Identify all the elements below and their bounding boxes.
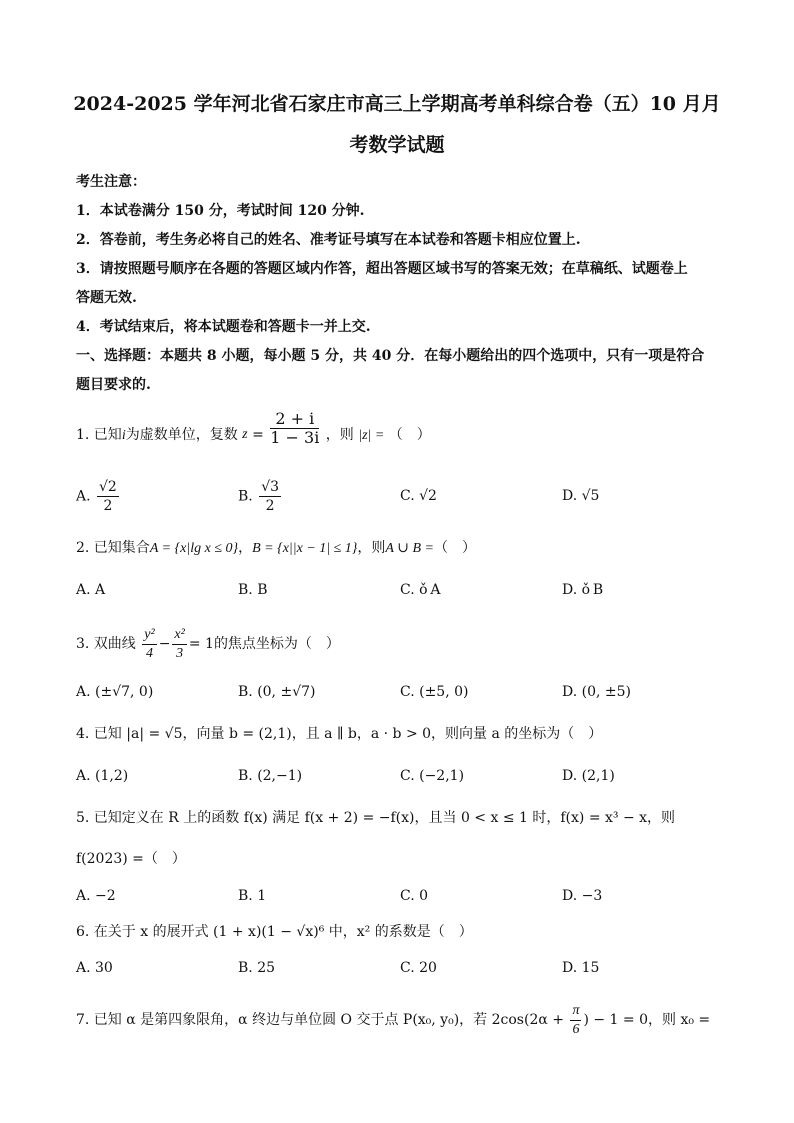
q1-denominator: 1 − 3i	[270, 428, 320, 447]
q7-pi: π	[570, 1002, 581, 1021]
notice-heading: 考生注意：	[76, 174, 146, 190]
q2-option-c[interactable]: C. ǒ A	[400, 582, 441, 598]
q1-eq: =	[252, 427, 264, 443]
q7-six: 6	[572, 1021, 580, 1037]
q1-numerator: 2 + i	[270, 410, 319, 429]
q6-option-c[interactable]: C. 20	[400, 960, 437, 976]
q2-paren: （ ）	[433, 540, 476, 556]
q1-option-a-label: A.	[76, 488, 91, 505]
q2-suffix: ，则	[357, 540, 386, 556]
q1-abs: |z| =	[358, 428, 385, 443]
question-3	[76, 624, 340, 664]
q3-option-c[interactable]: C. (±5, 0)	[400, 684, 469, 700]
notice-item-4: 4．考试结束后，将本试题卷和答题卡一并上交.	[76, 319, 371, 335]
q3-minus: −	[158, 636, 171, 652]
q3-x2: x²	[172, 626, 186, 645]
exam-title-line2: 考数学试题	[349, 134, 445, 156]
q3-eq: = 1	[188, 636, 214, 652]
q2-option-a[interactable]: A. A	[76, 582, 106, 598]
q3-frac-y	[142, 626, 156, 663]
q1-option-b[interactable]	[238, 478, 283, 515]
q3-frac-x	[172, 626, 186, 663]
notice-item-3: 3．请按照题号顺序在各题的答题区域内作答，超出答题区域书写的答案无效；在草稿纸、试题卷上	[76, 261, 688, 277]
q1-option-b-num: √3	[261, 479, 280, 495]
q3-option-d[interactable]: D. (0, ±5)	[562, 684, 631, 700]
q1-fraction	[270, 410, 319, 447]
q3-option-b[interactable]: B. (0, ±√7)	[238, 684, 316, 700]
q5-option-c[interactable]: C. 0	[400, 888, 429, 904]
notice-item-1: 1．本试卷满分 150 分，考试时间 120 分钟.	[76, 203, 365, 219]
q1-option-b-label: B.	[238, 488, 253, 505]
q1-i: i	[121, 428, 126, 443]
question-5-line2: f(2023) =（ ）	[76, 851, 186, 867]
q3-den2: 3	[176, 645, 184, 661]
q1-option-b-den: 2	[265, 498, 275, 514]
q1-mid: 为虚数单位，复数	[125, 427, 238, 443]
q6-option-d[interactable]: D. 15	[562, 960, 600, 976]
q3-option-a[interactable]: A. (±√7, 0)	[76, 684, 154, 700]
q2-set-a: A = {x|lg x ≤ 0}	[149, 541, 239, 556]
question-5-line1: 5. 已知定义在 R 上的函数 f(x) 满足 f(x + 2) = −f(x)，且当 0 < x ≤ 1 时，f(x) = x³ − x，则	[76, 810, 676, 826]
q1-option-a-den: 2	[103, 498, 113, 514]
q1-z: z	[242, 427, 248, 442]
question-7	[76, 1000, 710, 1040]
section-heading-line2: 题目要求的.	[76, 377, 151, 393]
question-6: 6. 在关于 x 的展开式 (1 + x)(1 − √x)⁶ 中，x² 的系数是（ ）	[76, 924, 473, 940]
q2-union: A ∪ B =	[385, 541, 434, 556]
q4-option-b[interactable]: B. (2,−1)	[238, 768, 303, 784]
q1-tail: ，则	[325, 427, 354, 443]
q1-option-d[interactable]: D. √5	[562, 488, 600, 504]
notice-item-3-cont: 答题无效.	[76, 290, 137, 306]
q5-option-d[interactable]: D. −3	[562, 888, 603, 904]
q1-option-c[interactable]: C. √2	[400, 488, 437, 504]
q1-option-a-num: √2	[99, 479, 117, 495]
q1-option-b-fraction	[259, 478, 281, 515]
question-1	[76, 409, 431, 455]
q6-option-b[interactable]: B. 25	[238, 960, 276, 976]
q1-paren: （ ）	[388, 427, 431, 443]
q3-suffix: 的焦点坐标为（ ）	[213, 636, 340, 652]
q5-option-b[interactable]: B. 1	[238, 888, 267, 904]
q7-suffix: ) − 1 = 0，则 x₀ =	[583, 1012, 711, 1028]
q1-option-a[interactable]	[76, 478, 121, 515]
q2-set-b: B = {x||x − 1| ≤ 1}	[252, 541, 358, 556]
q7-prefix: 7. 已知 α 是第四象限角，α 终边与单位圆 O 交于点 P(x₀, y₀)，若 2cos(2α +	[76, 1012, 564, 1028]
notice-item-2: 2．答卷前，考生务必将自己的姓名、准考证号填写在本试卷和答题卡相应位置上.	[76, 232, 581, 248]
q4-option-d[interactable]: D. (2,1)	[562, 768, 615, 784]
exam-title-line1: 2024-2025 学年河北省石家庄市高三上学期高考单科综合卷（五）10 月月	[73, 93, 721, 115]
q5-option-a[interactable]: A. −2	[76, 888, 116, 904]
q3-y2: y²	[142, 626, 156, 645]
q4-option-c[interactable]: C. (−2,1)	[400, 768, 465, 784]
q3-den1: 4	[145, 645, 153, 661]
q1-prefix: 1. 已知	[76, 427, 122, 443]
q6-option-a[interactable]: A. 30	[76, 960, 113, 976]
question-2	[76, 538, 476, 559]
q4-option-a[interactable]: A. (1,2)	[76, 768, 129, 784]
q2-comma: ，	[238, 540, 253, 556]
q3-prefix: 3. 双曲线	[76, 636, 136, 652]
question-4: 4. 已知 |a| = √5，向量 b = (2,1)，且 a ∥ b，a · b > 0，则向量 a 的坐标为（ ）	[76, 726, 603, 742]
q2-prefix: 2. 已知集合	[76, 540, 150, 556]
q2-option-b[interactable]: B. B	[238, 582, 268, 598]
q7-pi-over-6	[570, 1002, 581, 1039]
section-heading-line1: 一、选择题：本题共 8 小题，每小题 5 分，共 40 分．在每小题给出的四个选项中，只有一项是符合	[76, 348, 705, 364]
q2-option-d[interactable]: D. ǒ B	[562, 582, 604, 598]
q1-option-a-fraction	[97, 478, 119, 515]
